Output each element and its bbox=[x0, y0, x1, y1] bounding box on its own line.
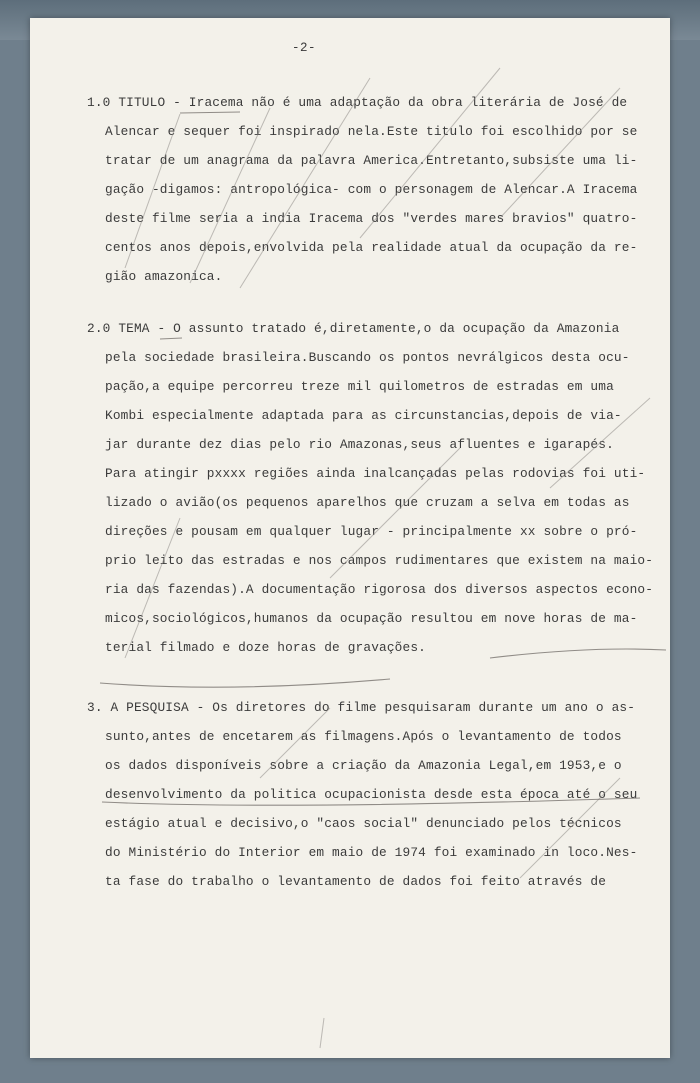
typewritten-page bbox=[30, 18, 670, 1058]
text-line: prio leito das estradas e nos campos rudimentares que existem na maio- bbox=[105, 553, 654, 568]
page-number: -2- bbox=[292, 41, 317, 55]
text-line: pação,a equipe percorreu treze mil quilometros de estradas em uma bbox=[105, 379, 614, 394]
text-line: do Ministério do Interior em maio de 1974 foi examinado in loco.Nes- bbox=[105, 845, 638, 860]
text-line: 3. A PESQUISA - Os diretores do filme pesquisaram durante um ano o as- bbox=[87, 700, 636, 715]
text-line: estágio atual e decisivo,o "caos social" denunciado pelos técnicos bbox=[105, 816, 622, 831]
text-line: tratar de um anagrama da palavra America.Entretanto,subsiste uma li- bbox=[105, 153, 638, 168]
text-line: gião amazonica. bbox=[105, 269, 223, 284]
text-line: deste filme seria a india Iracema dos "verdes mares bravios" quatro- bbox=[105, 211, 638, 226]
text-line: direções e pousam em qualquer lugar - principalmente xx sobre o pró- bbox=[105, 524, 638, 539]
text-line: 1.0 TITULO - Iracema não é uma adaptação da obra literária de José de bbox=[87, 95, 628, 110]
text-line: ria das fazendas).A documentação rigorosa dos diversos aspectos econo- bbox=[105, 582, 654, 597]
text-line: terial filmado e doze horas de gravações. bbox=[105, 640, 427, 655]
text-line: centos anos depois,envolvida pela realidade atual da ocupação da re- bbox=[105, 240, 638, 255]
text-line: Para atingir pxxxx regiões ainda inalcançadas pelas rodovias foi uti- bbox=[105, 466, 646, 481]
text-line: Kombi especialmente adaptada para as circunstancias,depois de via- bbox=[105, 408, 622, 423]
text-line: lizado o avião(os pequenos aparelhos que cruzam a selva em todas as bbox=[105, 495, 630, 510]
text-line: sunto,antes de encetarem as filmagens.Após o levantamento de todos bbox=[105, 729, 622, 744]
text-line: os dados disponíveis sobre a criação da Amazonia Legal,em 1953,e o bbox=[105, 758, 622, 773]
text-line: pela sociedade brasileira.Buscando os pontos nevrálgicos desta ocu- bbox=[105, 350, 630, 365]
text-line: ta fase do trabalho o levantamento de dados foi feito através de bbox=[105, 874, 607, 889]
text-line: jar durante dez dias pelo rio Amazonas,seus afluentes e igarapés. bbox=[105, 437, 614, 452]
text-line: Alencar e sequer foi inspirado nela.Este titulo foi escolhido por se bbox=[105, 124, 638, 139]
text-line: gação -digamos: antropológica- com o personagem de Alencar.A Iracema bbox=[105, 182, 638, 197]
text-line: desenvolvimento da politica ocupacionista desde esta época até o seu bbox=[105, 787, 638, 802]
text-line: 2.0 TEMA - O assunto tratado é,diretamente,o da ocupação da Amazonia bbox=[87, 321, 620, 336]
text-line: micos,sociológicos,humanos da ocupação resultou em nove horas de ma- bbox=[105, 611, 638, 626]
